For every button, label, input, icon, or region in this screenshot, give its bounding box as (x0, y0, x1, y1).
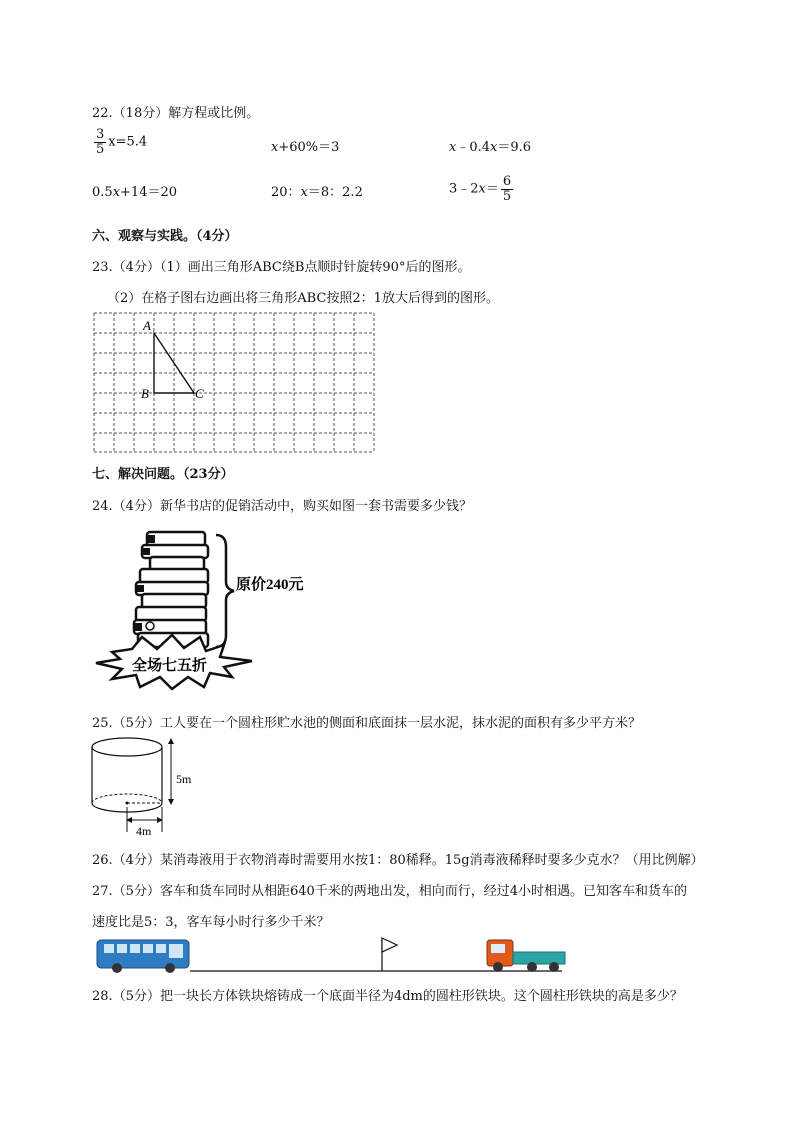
eq1-rest: x=5.4 (108, 134, 148, 150)
section-7-heading: 七、解决问题。（23分） (92, 467, 234, 482)
eq6-eq: ＝ (485, 181, 499, 197)
q27-line1: 27.（5分）客车和货车同时从相距640千米的两地出发，相向而行，经过4小时相遇。已知客车和货车的 (92, 884, 688, 899)
label-b: B (141, 386, 149, 401)
q24-text: 24.（4分）新华书店的促销活动中，购买如图一套书需要多少钱？ (92, 499, 472, 514)
eq4-var: x (112, 185, 121, 200)
radius-label: 4m (136, 824, 152, 838)
eq3-rest: ＝9.6 (497, 140, 532, 155)
eq6-a: 3﹣2 (449, 181, 479, 197)
q26-text: 26.（4分）某消毒液用于衣物消毒时需要用水按1：80稀释。15g消毒液稀释时要多少克水？（用比例解） (92, 853, 704, 868)
label-a: A (143, 318, 151, 333)
label-c: C (195, 386, 204, 401)
eq1-numerator: 3 (96, 127, 105, 142)
q23-line1: 23.（4分）（1）画出三角形ABC绕B点顺时针旋转90°后的图形。 (92, 260, 471, 275)
equation-3 (449, 136, 531, 155)
eq3-var: x (449, 140, 457, 155)
eq2-var: x (271, 140, 279, 155)
eq1-denominator: 5 (96, 141, 105, 157)
book-stack-illustration (92, 527, 304, 692)
eq6-denominator: 5 (502, 188, 512, 204)
meeting-illustration (92, 934, 572, 976)
equation-2 (271, 136, 339, 155)
q23-line2: （2）在格子图右边画出将三角形ABC按照2：1放大后得到的图形。 (107, 291, 499, 306)
cylinder-illustration (92, 736, 212, 841)
dashed-grid (92, 312, 376, 454)
bus-icon (97, 940, 189, 973)
section-6-heading: 六、观察与实践。（4分） (92, 229, 238, 244)
q22-title: 22.（18分）解方程或比例。 (92, 106, 260, 121)
equation-5 (271, 181, 363, 200)
eq4-rest: +14＝20 (120, 185, 178, 200)
equation-4 (92, 181, 177, 200)
height-label: 5m (176, 772, 192, 786)
eq5-a: 20： (271, 185, 301, 200)
eq6-numerator: 6 (502, 174, 512, 189)
eq2-rest: +60%＝3 (278, 140, 340, 155)
price-label: 原价240元 (236, 577, 304, 593)
eq3-var2: x (490, 140, 498, 155)
q28-text: 28.（5分）把一块长方体铁块熔铸成一个底面半径为4dm的圆柱形铁块。这个圆柱形铁块的高是多少？ (92, 989, 683, 1004)
eq6-var: x (478, 181, 486, 197)
q27-line2: 速度比是5：3，客车每小时行多少千米？ (92, 915, 330, 930)
flag-icon (382, 938, 397, 971)
eq5-rest: ＝8：2.2 (307, 185, 363, 200)
equation-1 (92, 128, 147, 156)
burst-label: 全场七五折 (132, 658, 208, 674)
eq4-coef: 0.5 (92, 185, 113, 200)
eq3-mid: ﹣0.4 (456, 140, 491, 155)
truck-icon (487, 940, 565, 972)
q25-text: 25.（5分）工人要在一个圆柱形贮水池的侧面和底面抹一层水泥，抹水泥的面积有多少平方米？ (92, 716, 641, 731)
eq5-var: x (300, 185, 308, 200)
equation-6 (449, 175, 515, 203)
